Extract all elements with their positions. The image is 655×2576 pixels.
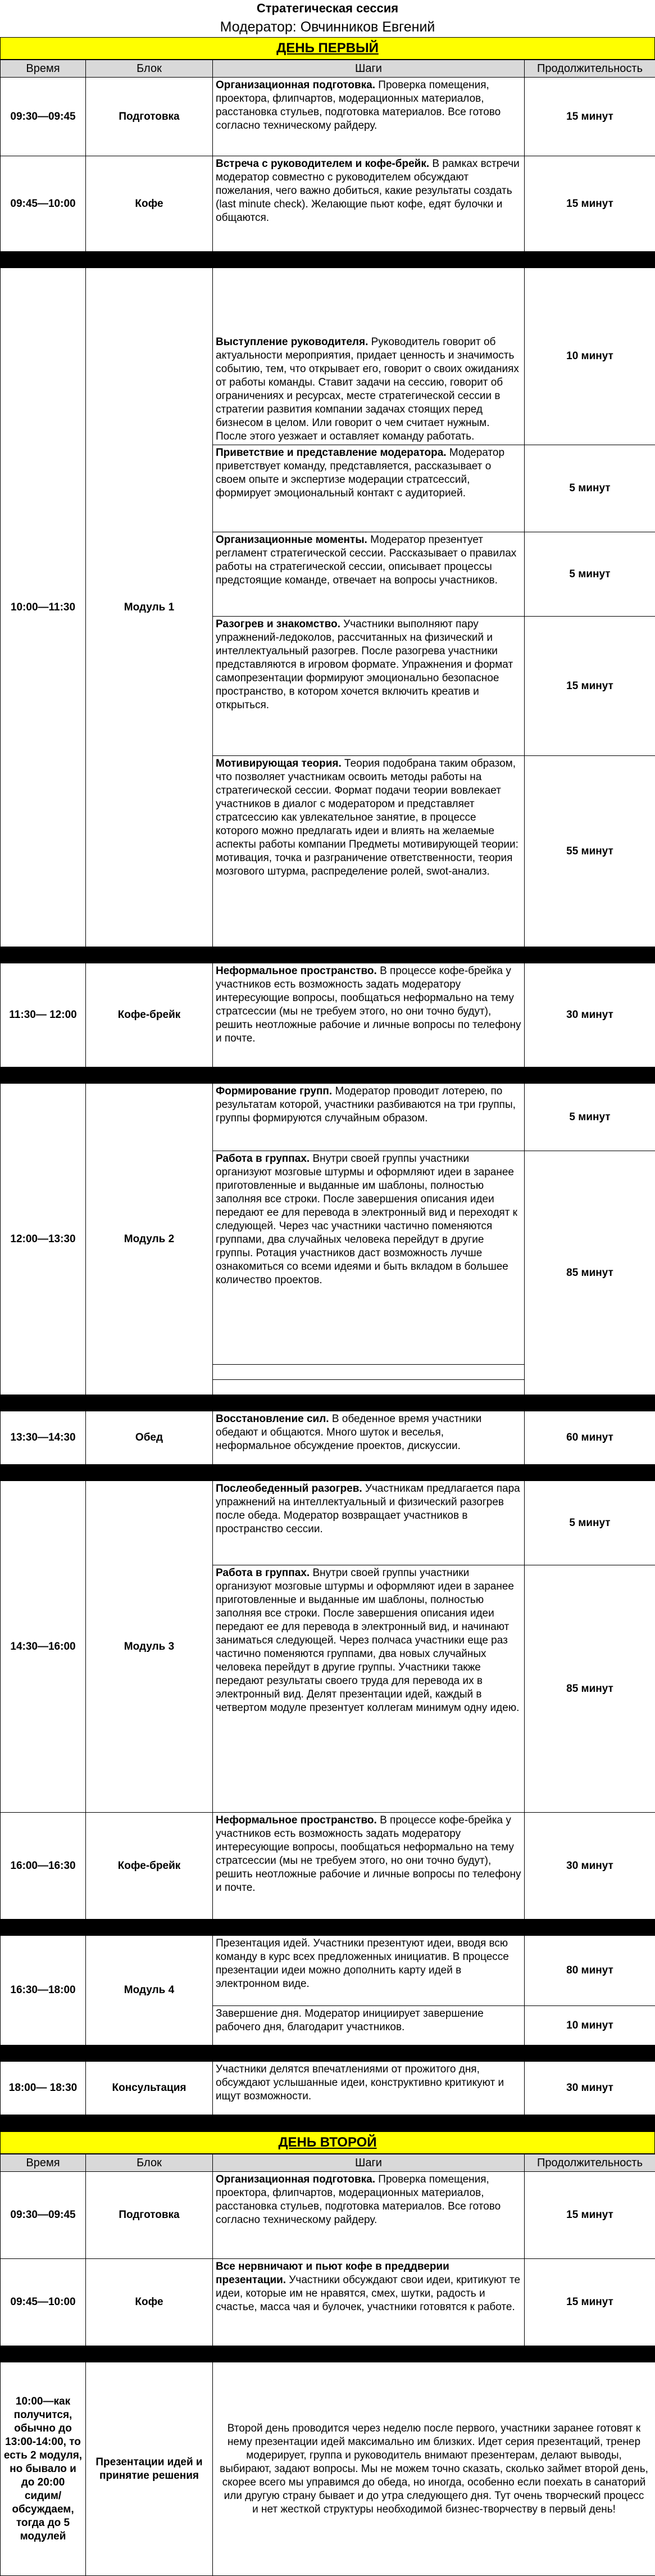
step-cell: [213, 2062, 525, 2115]
duration-cell: 5 минут: [525, 1481, 655, 1565]
separator-row: [1, 947, 655, 963]
table-row: [1, 1813, 655, 1919]
time-cell: 12:00—13:30: [1, 1084, 86, 1395]
table-row: [1, 2062, 655, 2115]
step-heading: Неформальное пространство.: [216, 965, 377, 977]
step-heading: Разогрев и знакомство.: [216, 618, 340, 630]
column-header-time: Время: [1, 2154, 86, 2172]
separator-row: [1, 2045, 655, 2062]
table-row: [1, 1481, 655, 1565]
step-cell: [213, 268, 525, 445]
step-text: Презентация идей. Участники презентуют идеи, вводя всю команду в курс всех предложенных инициатив. В процессе презентации идеи можно дополнить карту идей в электронном виде.: [216, 1937, 509, 1990]
duration-cell: 85 минут: [525, 1151, 655, 1395]
time-cell: 11:30— 12:00: [1, 963, 86, 1067]
block-cell: Презентации идей и принятие решения: [86, 2362, 213, 2576]
duration-cell: 15 минут: [525, 2172, 655, 2259]
time-cell: 18:00— 18:30: [1, 2062, 86, 2115]
time-cell: 16:00—16:30: [1, 1813, 86, 1919]
step-heading: Мотивирующая теория.: [216, 758, 342, 769]
block-cell: Кофе: [86, 156, 213, 252]
step-cell: [213, 156, 525, 252]
step-text: Модератор презентует регламент стратегической сессии. Рассказывает о правилах работы на стратегической сессии, описывает процессы предстоящие команде, отвечает на вопросы участников.: [216, 534, 516, 586]
time-cell: 09:45—10:00: [1, 156, 86, 252]
block-cell: Консультация: [86, 2062, 213, 2115]
step-cell: [213, 1936, 525, 2006]
block-cell: Модуль 2: [86, 1084, 213, 1395]
step-text: Участникам предлагается пара упражнений на интеллектуальный и физический разогрев после обеда. Модератор возвращает участников в пространство сессии.: [216, 1483, 520, 1535]
duration-cell: 30 минут: [525, 1813, 655, 1919]
separator-row: [1, 1395, 655, 1411]
separator-bar: [1, 2115, 655, 2131]
duration-cell: 10 минут: [525, 268, 655, 445]
step-text: В процессе кофе-брейка у участников есть возможность задать модератору интересующие вопросы, пообщаться неформально на тему стратсессии (мы не требуем этого, но они точно будут), решить неотложные рабочие и личные вопросы по телефону и почте.: [216, 965, 521, 1044]
column-header-duration: Продолжительность: [525, 2154, 655, 2172]
step-cell: Второй день проводится через неделю после первого, участники заранее готовят к нему презентации идей максимально им близких. Идет серия презентаций, тренер модерирует, группа и руководитель внимают презентерам, делают выводы, выбирают, задают вопросы. Мы не можем точно сказать, сколько займет второй день, скорее всего мы управимся до обеда, но иногда, особенно если поехать в санаторий или другую страну бывает и до утра следующего дня. Тут очень творческий процесс и нет жесткой структуры необходимой бизнес-творчеству в первый день!: [213, 2362, 655, 2576]
duration-cell: 55 минут: [525, 756, 655, 947]
step-cell: [213, 532, 525, 617]
duration-cell: 5 минут: [525, 1084, 655, 1151]
block-cell: Обед: [86, 1411, 213, 1465]
day-two-header: ДЕНЬ ВТОРОЙ: [0, 2131, 655, 2154]
time-cell: 09:30—09:45: [1, 2172, 86, 2259]
block-cell: Кофе: [86, 2259, 213, 2346]
column-header-steps: Шаги: [213, 2154, 525, 2172]
block-cell: Подготовка: [86, 2172, 213, 2259]
step-text: В обеденное время участники обедают и общаются. Много шуток и веселья, неформальное обсуждение проектов, дискуссии.: [216, 1413, 481, 1452]
table-row: [1, 156, 655, 252]
step-cell: [213, 2006, 525, 2045]
step-cell: [213, 78, 525, 156]
duration-cell: 30 минут: [525, 963, 655, 1067]
column-header-steps: Шаги: [213, 60, 525, 78]
separator-row: [1, 1919, 655, 1936]
separator-row: [1, 1067, 655, 1084]
step-text: Модератор приветствует команду, представляется, рассказывает о своем опыте и экспертизе модерации стратсессий, формирует эмоциональный контакт с аудиторией.: [216, 447, 504, 499]
table-row: [1, 2259, 655, 2346]
table-row: [1, 1084, 655, 1151]
duration-cell: 10 минут: [525, 2006, 655, 2045]
table-row: [1, 2362, 655, 2576]
step-text: Руководитель говорит об актуальности мероприятия, придает ценность и значимость событию, тем, что открывает его, говорит о своих ожиданиях от работы команды. Ставит задачи на сессию, говорит об ограничениях и ресурсах, месте стратегической сессии в стратегии развития компании задачах стоящих перед бизнесом в целом. Или говорит о чем считает нужным. После этого уезжает и оставляет команду работать.: [216, 336, 519, 442]
step-text: Модератор проводит лотерею, по результатам которой, участники разбиваются на три группы, группы формируются случайным образом.: [216, 1085, 516, 1124]
step-cell: [213, 1481, 525, 1565]
step-heading: Все нервничают и пьют кофе в преддверии презентации.: [216, 2261, 449, 2286]
separator-row: [1, 2346, 655, 2362]
step-heading: Встреча с руководителем и кофе-брейк.: [216, 158, 429, 170]
step-text: Участники делятся впечатлениями от прожитого дня, обсуждают услышанные идеи, конструктивно критикуют и ищут возможности.: [216, 2063, 504, 2102]
step-cell-empty: [213, 1380, 525, 1395]
separator-row: [1, 2115, 655, 2131]
duration-cell: 60 минут: [525, 1411, 655, 1465]
separator-bar: [1, 1395, 655, 1411]
table-row: [1, 963, 655, 1067]
step-cell-empty: [213, 1365, 525, 1380]
time-cell: 16:30—18:00: [1, 1936, 86, 2045]
duration-cell: 85 минут: [525, 1565, 655, 1813]
step-heading: Восстановление сил.: [216, 1413, 329, 1425]
separator-row: [1, 1465, 655, 1481]
step-heading: Послеобеденный разогрев.: [216, 1483, 362, 1495]
step-text: Проверка помещения, проектора, флипчартов, модерационных материалов, расстановка стульев, подготовка материалов. Все готово согласно техническому райдеру.: [216, 79, 501, 132]
step-heading: Организационная подготовка.: [216, 2174, 375, 2185]
moderator-line: Модератор: Овчинников Евгений: [0, 17, 655, 37]
duration-cell: 80 минут: [525, 1936, 655, 2006]
step-heading: Формирование групп.: [216, 1085, 332, 1097]
step-text: Участники выполняют пару упражнений-ледоколов, рассчитанных на физический и интеллектуальный разогрев. После разогрева участники представляются в игровом формате. Упражнения и формат самопрезентации формируют эмоционально безопасное пространство, в котором хочется включить креатив и открыться.: [216, 618, 513, 711]
table-row: [1, 1936, 655, 2006]
step-text: В процессе кофе-брейка у участников есть возможность задать модератору интересующие вопросы, пообщаться неформально на тему стратсессии (мы не требуем этого, но они точно будут), решить неотложные рабочие и личные вопросы по телефону и почте.: [216, 1814, 521, 1894]
table-header-row: [1, 2154, 655, 2172]
step-cell: [213, 2172, 525, 2259]
step-text: Внутри своей группы участники организуют мозговые штурмы и оформляют идеи в заранее приготовленные и выданные им шаблоны, полностью заполняя все строки. После завершения описания идеи передают ее для перевода в электронный вид, и начинают заниматься следующей. Через полчаса участники еще раз частично поменяются группами, два новых случайных человека перейдут в другие группы. Участники также передают результаты своего труда для перевода их в электронный вид. Делят презентации идей, каждый в четвертом модуле презентует коллегам минимум одну идею.: [216, 1567, 519, 1714]
separator-bar: [1, 2045, 655, 2062]
step-cell: [213, 2259, 525, 2346]
time-cell: 14:30—16:00: [1, 1481, 86, 1813]
step-text: Проверка помещения, проектора, флипчартов, модерационных материалов, расстановка стульев, подготовка материалов. Все готово согласно техническому райдеру.: [216, 2174, 501, 2226]
block-cell: Кофе-брейк: [86, 1813, 213, 1919]
separator-bar: [1, 1919, 655, 1936]
step-text: Завершение дня. Модератор инициирует завершение рабочего дня, благодарит участников.: [216, 2008, 484, 2033]
time-cell: 10:00—11:30: [1, 268, 86, 947]
duration-cell: 30 минут: [525, 2062, 655, 2115]
step-cell: [213, 756, 525, 947]
step-cell: [213, 1151, 525, 1365]
duration-cell: 15 минут: [525, 156, 655, 252]
duration-cell: 15 минут: [525, 617, 655, 756]
duration-cell: 5 минут: [525, 445, 655, 532]
step-heading: Организационные моменты.: [216, 534, 367, 546]
step-text: Теория подобрана таким образом, что позволяет участникам освоить методы работы на стратегической сессии. Формат подачи теории вовлекает участников в диалог с модератором и представляет стратсессию как увлекательное занятие, в процессе которого можно предлагать идеи и влиять на желаемые аспекты работы компании Предметы мотивирующей теории: мотивация, точка и разграничение ответственности, теория мозгового штурма, распределение ролей, swot-анализ.: [216, 758, 518, 877]
document-title: Стратегическая сессия: [0, 0, 655, 17]
time-cell: 13:30—14:30: [1, 1411, 86, 1465]
step-cell: [213, 963, 525, 1067]
column-header-block: Блок: [86, 60, 213, 78]
separator-bar: [1, 1465, 655, 1481]
separator-bar: [1, 947, 655, 963]
block-cell: Модуль 3: [86, 1481, 213, 1813]
time-cell: 09:45—10:00: [1, 2259, 86, 2346]
block-cell: Кофе-брейк: [86, 963, 213, 1067]
step-cell: [213, 1411, 525, 1465]
table-row: [1, 1411, 655, 1465]
column-header-time: Время: [1, 60, 86, 78]
step-heading: Работа в группах.: [216, 1567, 310, 1579]
table-row: [1, 268, 655, 445]
day-one-table: [0, 60, 655, 2131]
step-heading: Неформальное пространство.: [216, 1814, 377, 1826]
step-cell: [213, 1565, 525, 1813]
time-cell: 09:30—09:45: [1, 78, 86, 156]
step-cell: [213, 1813, 525, 1919]
table-row: [1, 2172, 655, 2259]
step-heading: Работа в группах.: [216, 1153, 310, 1165]
step-heading: Выступление руководителя.: [216, 336, 368, 348]
block-cell: Подготовка: [86, 78, 213, 156]
separator-bar: [1, 1067, 655, 1084]
separator-row: [1, 252, 655, 268]
separator-bar: [1, 252, 655, 268]
column-header-block: Блок: [86, 2154, 213, 2172]
time-cell: 10:00—как получится, обычно до 13:00-14:00, то есть 2 модуля, но бывало и до 20:00 сидим/обсуждаем, тогда до 5 модулей: [1, 2362, 86, 2576]
step-cell: [213, 617, 525, 756]
duration-cell: 5 минут: [525, 532, 655, 617]
separator-bar: [1, 2346, 655, 2362]
block-cell: Модуль 4: [86, 1936, 213, 2045]
step-text: Внутри своей группы участники организуют мозговые штурмы и оформляют идеи в заранее приготовленные и выданные им шаблоны, полностью заполняя все строки. После завершения описания идеи передают ее для перевода в электронный вид и переходят к следующей. Через час участники частично поменяются группами, два случайных человека перейдут в другие группы. Ротация участников даст возможность лучше ознакомиться со всеми идеями и быть вкладом в большее количество проектов.: [216, 1153, 517, 1286]
step-heading: Организационная подготовка.: [216, 79, 375, 91]
step-cell: [213, 445, 525, 532]
step-cell: [213, 1084, 525, 1151]
block-cell: Модуль 1: [86, 268, 213, 947]
duration-cell: 15 минут: [525, 78, 655, 156]
day-one-header: ДЕНЬ ПЕРВЫЙ: [0, 37, 655, 60]
step-text: Участники обсуждают свои идеи, критикуют те идеи, которые им не нравятся, смех, шутки, радость и счастье, масса чая и булочек, участники готовятся к работе.: [216, 2274, 520, 2313]
duration-cell: 15 минут: [525, 2259, 655, 2346]
table-row: [1, 78, 655, 156]
day-two-table: [0, 2154, 655, 2576]
column-header-duration: Продолжительность: [525, 60, 655, 78]
table-header-row: [1, 60, 655, 78]
step-heading: Приветствие и представление модератора.: [216, 447, 447, 459]
step-text: В рамках встречи модератор совместно с руководителем обсуждают пожелания, чего важно добиться, какие результаты создать (last minute check). Желающие пьют кофе, едят булочки и общаются.: [216, 158, 520, 224]
